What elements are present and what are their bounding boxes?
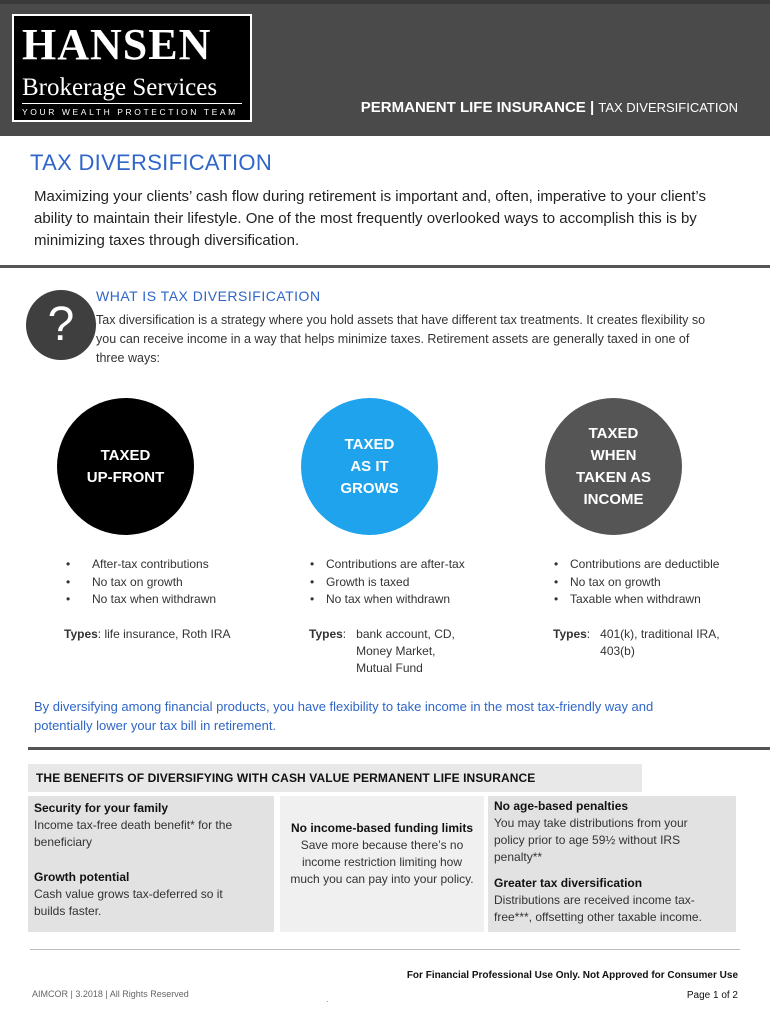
greater-title: Greater tax diversification [494, 876, 643, 890]
growth-text: Cash value grows tax-deferred so it builds faster. [34, 887, 223, 918]
circle-label-line: AS IT [350, 457, 389, 475]
circle-label-line: TAXED [344, 435, 395, 453]
taxed-when-taken-bullets [552, 556, 719, 609]
greater-text: Distributions are received income tax-free***, offsetting other taxable income. [494, 893, 702, 924]
list-item: • No tax on growth [552, 574, 719, 592]
taxed-as-it-grows-types: Types : bank account, CD, Money Market, Mutual Fund [309, 627, 455, 675]
taxed-as-it-grows-bullets [308, 556, 465, 609]
taxed-up-front-bullets [64, 556, 216, 609]
footer-divider [30, 949, 740, 950]
section-divider [0, 265, 770, 268]
list-item: • Growth is taxed [308, 574, 465, 592]
logo-divider [22, 103, 242, 104]
taxed-as-it-grows-circle [301, 398, 438, 535]
diversify-note: By diversifying among financial products, you have flexibility to take income in the most tax-friendly way and potentially lower your tax bill in retirement. [34, 699, 654, 733]
header-title-bold: PERMANENT LIFE INSURANCE | [360, 99, 595, 116]
benefits-middle-panel [280, 796, 484, 932]
intro-paragraph: Maximizing your clients’ cash flow during retirement is important and, often, imperative to your client’s ability to maintain their lifestyle. One of the most frequently overlooked ways to accomplish this is by minimizing taxes through diversification. [34, 188, 706, 249]
logo-main-text: HANSEN [22, 20, 212, 69]
header-top-line [0, 0, 770, 4]
benefits-left-panel [28, 796, 274, 932]
page-number: Page 1 of 2 [686, 990, 738, 1001]
taxed-up-front-circle [57, 398, 194, 535]
circle-label-line: GROWS [340, 479, 399, 497]
circle-label-line: WHEN [590, 446, 637, 464]
types-label: Types [309, 627, 343, 641]
circle-label-line: INCOME [583, 490, 644, 508]
types-value: life insurance, Roth IRA [104, 627, 231, 641]
what-is-body: Tax diversification is a strategy where you hold assets that have different tax treatments. It creates flexibility so you can receive income in a way that helps minimize taxes. Retirement assets are generally taxed in one of three ways: [96, 313, 706, 365]
header-title [361, 99, 738, 116]
list-item: • Contributions are after-tax [308, 556, 465, 574]
list-item: • After-tax contributions [64, 556, 216, 574]
taxed-when-taken-as-income-circle [545, 398, 682, 535]
section-divider [28, 747, 770, 750]
list-item: • No tax when withdrawn [308, 591, 465, 609]
logo-tagline: YOUR WEALTH PROTECTION TEAM [22, 107, 238, 117]
types-value-line: bank account, CD, [356, 627, 455, 641]
taxed-up-front-types: Types : life insurance, Roth IRA [64, 627, 231, 641]
logo-sub-text: Brokerage Services [22, 74, 218, 101]
header-title-sub: TAX DIVERSIFICATION [598, 100, 738, 115]
benefits-heading: THE BENEFITS OF DIVERSIFYING WITH CASH VALUE PERMANENT LIFE INSURANCE [28, 764, 642, 792]
types-value-line: Mutual Fund [356, 661, 423, 675]
age-text: You may take distributions from your policy prior to age 59½ without IRS penalty** [494, 816, 688, 864]
benefits-right-panel [488, 796, 736, 932]
footer-dot: . [326, 994, 329, 1004]
footer-disclaimer: For Financial Professional Use Only. Not Approved for Consumer Use [406, 970, 738, 981]
company-logo [12, 14, 252, 122]
types-value-line: 403(b) [600, 644, 635, 658]
types-label: Types [553, 627, 587, 641]
funding-text: Save more because there’s no income restriction limiting how much you can pay into your policy. [290, 838, 474, 886]
what-is-heading: WHAT IS TAX DIVERSIFICATION [96, 288, 321, 304]
security-text: Income tax-free death benefit* for the beneficiary [34, 818, 233, 849]
circle-label-line: TAXED [588, 424, 639, 442]
circle-label-line: UP-FRONT [86, 468, 165, 486]
list-item: • No tax on growth [64, 574, 216, 592]
question-mark-icon: ? [26, 290, 96, 360]
footer-code: AIMCOR | 3.2018 | All Rights Reserved [32, 989, 189, 999]
types-value-line: Money Market, [356, 644, 436, 658]
security-title: Security for your family [34, 801, 169, 815]
circle-label-line: TAKEN AS [576, 468, 651, 486]
funding-title: No income-based funding limits [290, 821, 473, 835]
types-value-line: 401(k), traditional IRA, [600, 627, 720, 641]
page-title: TAX DIVERSIFICATION [30, 150, 273, 175]
list-item: • Contributions are deductible [552, 556, 719, 574]
growth-title: Growth potential [34, 870, 130, 884]
types-label: Types [64, 627, 98, 641]
list-item: • No tax when withdrawn [64, 591, 216, 609]
circle-label-line: TAXED [100, 446, 151, 464]
taxed-when-taken-types: Types : 401(k), traditional IRA, 403(b) [553, 627, 720, 658]
age-title: No age-based penalties [494, 799, 629, 813]
list-item: • Taxable when withdrawn [552, 591, 719, 609]
